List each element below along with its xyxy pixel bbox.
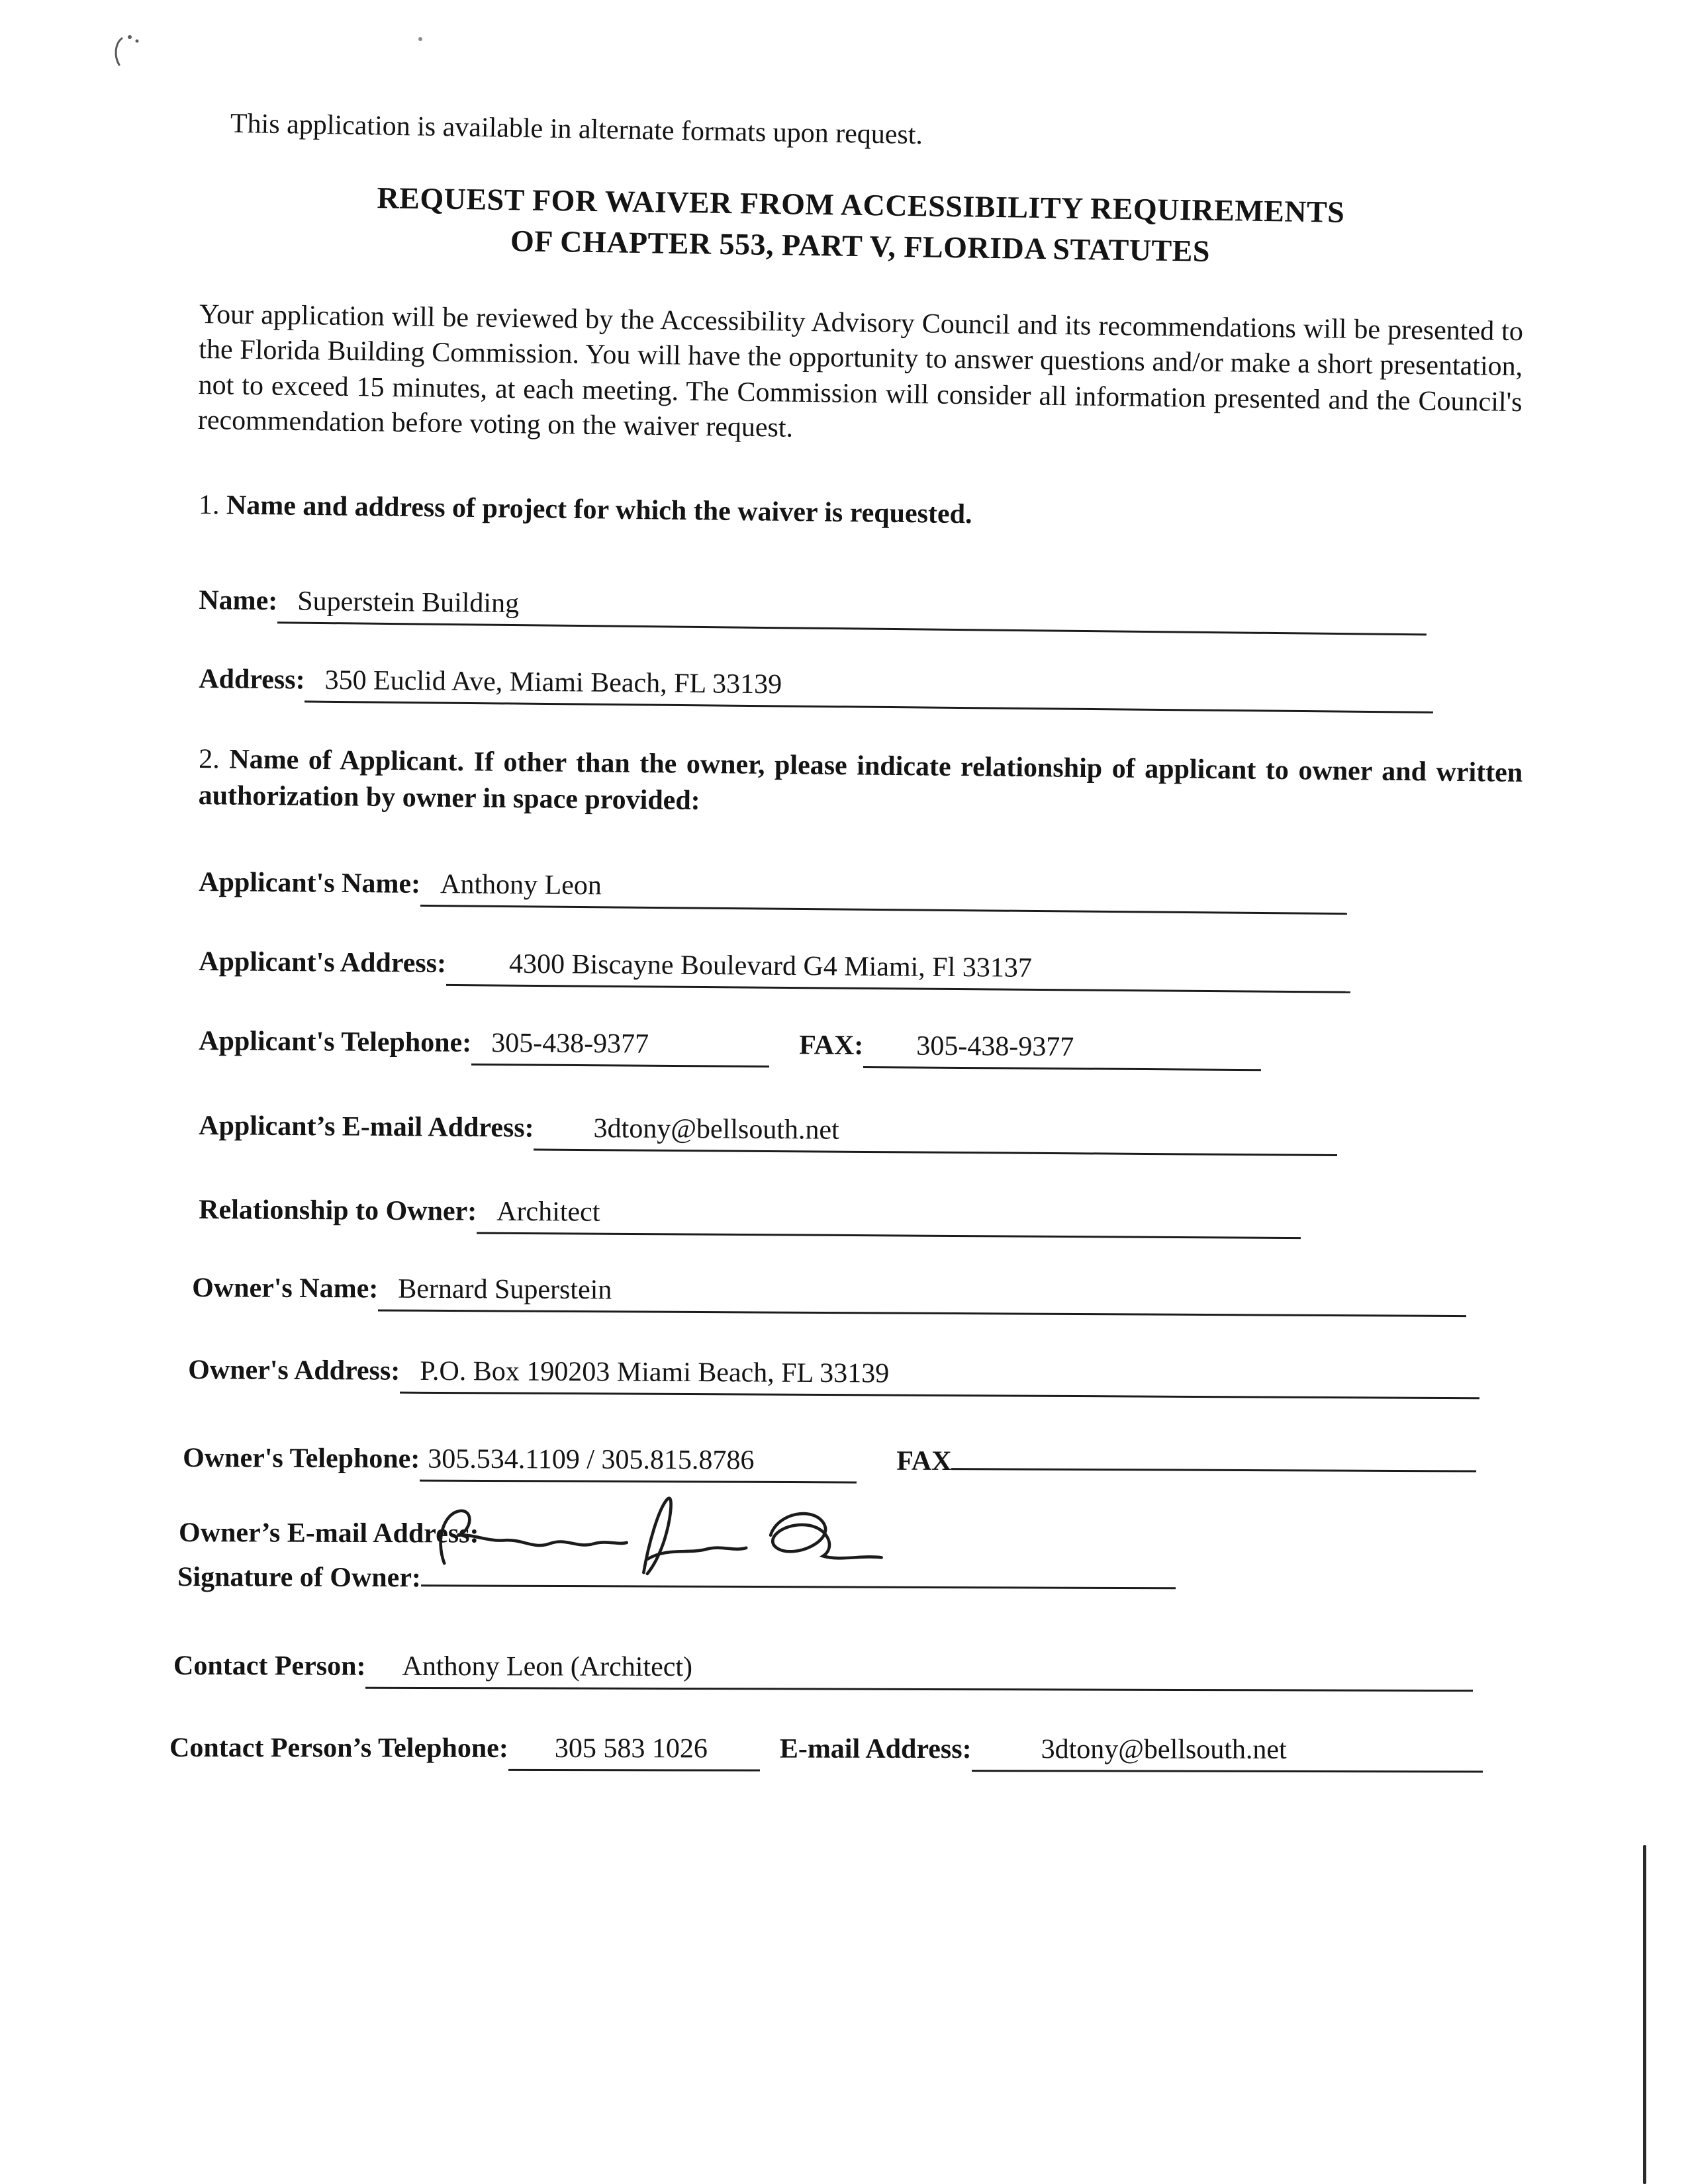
applicant-email-value: 3dtony@bellsouth.net	[534, 1111, 1337, 1156]
applicant-telephone-label: Applicant's Telephone:	[199, 1025, 472, 1058]
form-title-line2: OF CHAPTER 553, PART V, FLORIDA STATUTES	[510, 223, 1211, 268]
owner-fax-value	[952, 1438, 1477, 1472]
form-content	[169, 0, 1524, 1770]
form-title	[198, 175, 1523, 277]
section1-heading	[199, 487, 1523, 539]
relationship-to-owner-value: Architect	[477, 1195, 1301, 1239]
field-row-project-name	[199, 583, 1427, 635]
field-row-project-address	[199, 662, 1433, 713]
contact-email-value: 3dtony@bellsouth.net	[972, 1732, 1483, 1772]
section1-heading-text: Name and address of project for which the waiver is requested.	[226, 490, 972, 530]
owner-name-value: Bernard Superstein	[378, 1272, 1466, 1317]
owner-name-label: Owner's Name:	[192, 1273, 379, 1304]
section2-heading-text: Name of Applicant. If other than the owner, please indicate relationship of applicant to owner and written authorization by owner in space provided:	[198, 744, 1523, 816]
signature-of-owner-label: Signature of Owner:	[177, 1562, 422, 1594]
field-row-owner-name	[192, 1271, 1466, 1317]
applicant-address-label: Applicant's Address:	[199, 946, 447, 979]
applicant-name-label: Applicant's Name:	[199, 867, 421, 900]
field-row-owner-telephone	[183, 1435, 1476, 1486]
applicant-email-label: Applicant’s E-mail Address:	[199, 1110, 534, 1144]
pen-mark-icon	[107, 30, 154, 70]
owner-telephone-label: Owner's Telephone:	[183, 1442, 420, 1475]
scan-artifact-line	[1643, 1845, 1646, 2184]
signature-of-owner-value	[421, 1555, 1176, 1589]
owner-email-label: Owner’s E-mail Address:	[179, 1518, 479, 1549]
form-title-line1: REQUEST FOR WAIVER FROM ACCESSIBILITY REQUIREMENTS	[377, 180, 1345, 229]
applicant-address-value: 4300 Biscayne Boulevard G4 Miami, Fl 33137	[446, 946, 1351, 993]
owner-address-label: Owner's Address:	[188, 1354, 400, 1387]
owner-address-value: P.O. Box 190203 Miami Beach, FL 33139	[400, 1353, 1479, 1398]
applicant-name-value: Anthony Leon	[420, 867, 1348, 915]
contact-email-label: E-mail Address:	[779, 1733, 972, 1764]
field-row-owner-address	[188, 1353, 1479, 1399]
field-row-signature-of-owner	[177, 1554, 1523, 1600]
field-row-contact-person	[173, 1649, 1473, 1692]
pen-mark	[107, 30, 154, 73]
owner-telephone-value: 305.534.1109 / 305.815.8786	[420, 1441, 857, 1483]
project-address-value: 350 Euclid Ave, Miami Beach, FL 33139	[305, 663, 1433, 713]
applicant-telephone-value: 305-438-9377	[471, 1026, 769, 1068]
field-row-contact-person-telephone	[169, 1731, 1483, 1772]
field-row-applicant-name	[199, 865, 1347, 915]
field-row-applicant-email	[199, 1109, 1337, 1156]
applicant-fax-value: 305-438-9377	[863, 1028, 1261, 1071]
project-name-label: Name:	[199, 584, 278, 616]
project-address-label: Address:	[199, 664, 305, 696]
project-name-value: Superstein Building	[277, 584, 1427, 635]
section1-number: 1.	[198, 490, 220, 521]
relationship-to-owner-label: Relationship to Owner:	[199, 1195, 477, 1227]
owner-fax-label: FAX	[896, 1445, 952, 1477]
field-row-owner-email	[179, 1516, 1523, 1556]
contact-person-label: Contact Person:	[173, 1650, 366, 1682]
contact-person-telephone-label: Contact Person’s Telephone:	[169, 1732, 508, 1764]
field-row-relationship-to-owner	[199, 1193, 1301, 1239]
applicant-fax-label: FAX:	[799, 1030, 864, 1061]
field-row-applicant-telephone	[199, 1024, 1261, 1071]
section2-number: 2.	[199, 744, 220, 775]
alt-format-notice: This application is available in alternate formats upon request.	[230, 108, 923, 151]
field-row-applicant-address	[199, 944, 1350, 993]
contact-person-value: Anthony Leon (Architect)	[365, 1649, 1473, 1692]
contact-person-telephone-value: 305 583 1026	[508, 1731, 760, 1770]
section2-heading	[198, 741, 1523, 827]
intro-paragraph: Your application will be reviewed by the Accessibility Advisory Council and its recommendations will be presented to the Florida Building Commission. You will have the opportunity to answer questions and/or make a short presentation, not to exceed 15 minutes, at each meeting. The Commission will consider all information presented and the Council's recommendation before voting on the waiver request.	[197, 298, 1524, 443]
